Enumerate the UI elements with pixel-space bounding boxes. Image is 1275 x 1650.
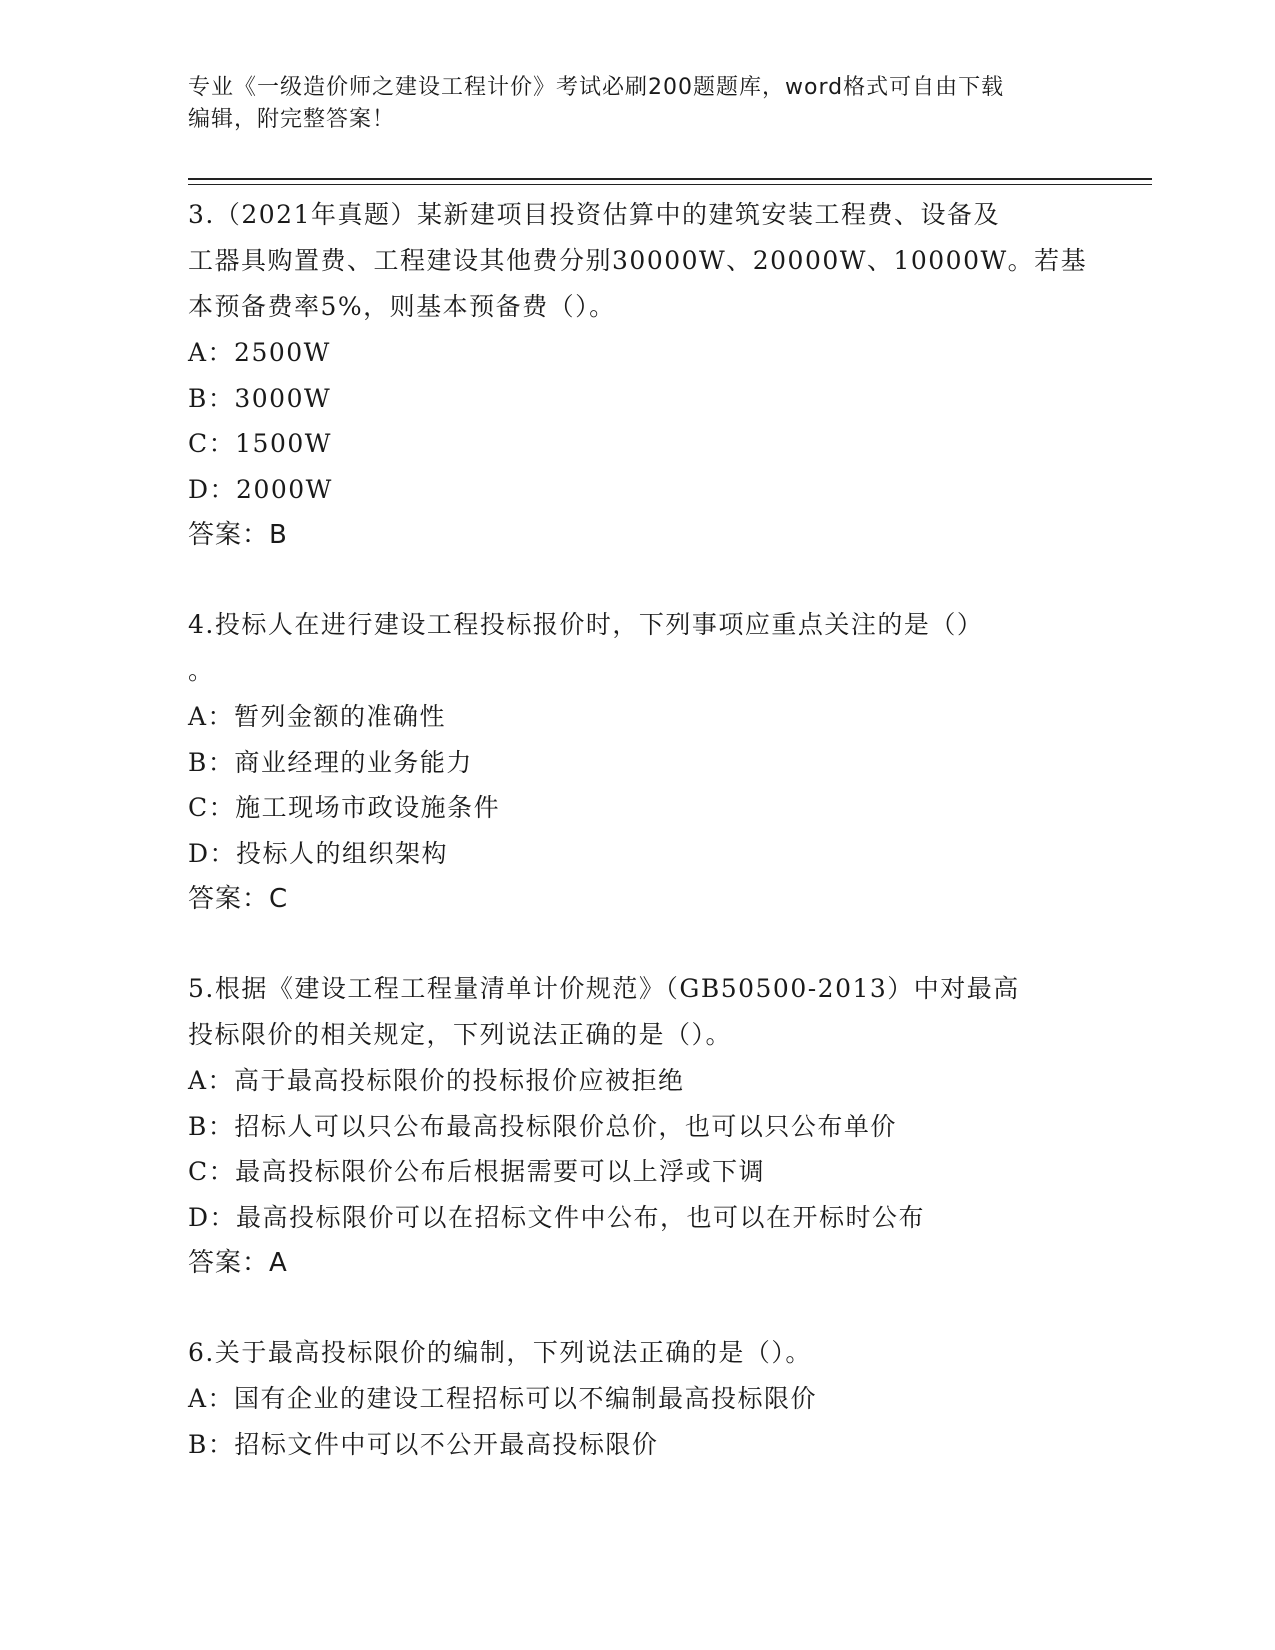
option-a: A：2500W (188, 338, 331, 367)
question-3 (188, 192, 1088, 558)
question-stem-line: 5.根据《建设工程工程量清单计价规范》（GB50500-2013）中对最高 (188, 974, 1020, 1003)
option-c: C：1500W (188, 429, 332, 458)
question-list (188, 192, 1088, 1467)
question-spacer (188, 922, 1088, 966)
question-spacer (188, 558, 1088, 602)
question-stem-line: 4.投标人在进行建设工程投标报价时，下列事项应重点关注的是（） (188, 610, 984, 639)
option-a: A：国有企业的建设工程招标可以不编制最高投标限价 (188, 1384, 818, 1413)
option-b: B：招标文件中可以不公开最高投标限价 (188, 1429, 659, 1459)
header-line-1: 专业《一级造价师之建设工程计价》考试必刷200题题库，word格式可自由下载 (188, 75, 1005, 100)
question-stem-line: 。 (188, 656, 215, 685)
question-6 (188, 1330, 1088, 1467)
option-d: D：最高投标限价可以在招标文件中公布，也可以在开标时公布 (188, 1202, 926, 1232)
option-b: B：招标人可以只公布最高投标限价总价，也可以只公布单价 (188, 1111, 897, 1141)
header-line-2: 编辑，附完整答案！ (188, 107, 396, 132)
option-d: D：投标人的组织架构 (188, 838, 449, 868)
question-4 (188, 602, 1088, 922)
answer: 答案：B (188, 520, 288, 550)
question-5 (188, 966, 1088, 1286)
option-c: C：施工现场市政设施条件 (188, 793, 501, 822)
question-stem-line: 投标限价的相关规定，下列说法正确的是（）。 (188, 1020, 733, 1049)
question-stem-line: 3.（2021年真题）某新建项目投资估算中的建筑安装工程费、设备及 (188, 200, 1000, 229)
question-stem-line: 工器具购置费、工程建设其他费分别30000W、20000W、10000W。若基 (188, 246, 1088, 275)
question-stem-line: 6.关于最高投标限价的编制，下列说法正确的是（）。 (188, 1338, 812, 1367)
question-stem-line: 本预备费率5%，则基本预备费（）。 (188, 292, 616, 321)
option-b: B：3000W (188, 383, 332, 413)
answer: 答案：A (188, 1248, 288, 1278)
question-spacer (188, 1286, 1088, 1330)
document-header (188, 72, 1068, 136)
answer: 答案：C (188, 884, 289, 914)
option-a: A：高于最高投标限价的投标报价应被拒绝 (188, 1066, 685, 1095)
option-b: B：商业经理的业务能力 (188, 747, 473, 777)
option-d: D：2000W (188, 474, 333, 504)
option-c: C：最高投标限价公布后根据需要可以上浮或下调 (188, 1157, 766, 1186)
option-a: A：暂列金额的准确性 (188, 702, 447, 731)
header-divider-thin (188, 184, 1152, 185)
header-divider-thick (188, 178, 1152, 180)
